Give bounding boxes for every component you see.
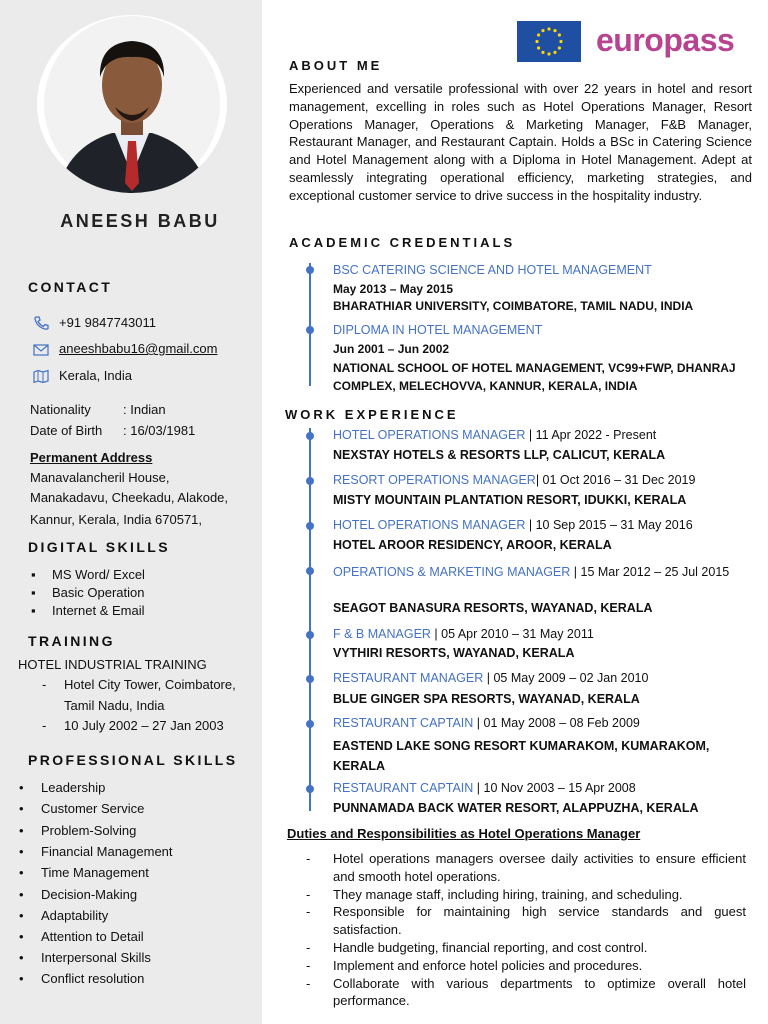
professional-skill-item: Interpersonal Skills — [41, 950, 151, 965]
dob-value: : 16/03/1981 — [123, 423, 196, 438]
email-link[interactable]: aneeshbabu16@gmail.com — [59, 341, 218, 356]
dob-label: Date of Birth — [30, 423, 103, 438]
duty-item — [306, 957, 746, 975]
dash-icon: - — [306, 886, 311, 902]
contact-heading: CONTACT — [28, 279, 113, 295]
digital-skill-item: Basic Operation — [52, 585, 145, 600]
bullet-icon: ▪ — [31, 585, 36, 600]
professional-skill-item: Adaptability — [41, 908, 109, 923]
professional-skill-item: Decision-Making — [41, 887, 138, 902]
duty-text: Collaborate with various departments to optimize overall hotel performance. — [333, 975, 746, 1009]
training-item: Hotel City Tower, Coimbatore, — [64, 677, 236, 692]
academic-institution: NATIONAL SCHOOL OF HOTEL MANAGEMENT, VC99+FWP, DHANRAJ COMPLEX, MELECHOVVA, KANNUR, KERALA, INDIA — [333, 361, 736, 393]
duty-text: Hotel operations managers oversee daily activities to ensure efficient and smooth hotel operations. — [333, 851, 746, 884]
duty-item — [306, 903, 746, 939]
eu-flag-icon — [517, 21, 581, 67]
about-text: Experienced and versatile professional with over 22 years in hotel and resort management, excelling in roles such as Hotel Operations Manager, Resort Operations Manager, Operations & Marketing Manager, F&B Manager, Restaurant Manager, and Restaurant Captain. Holds a BSc in Catering Science and Hotel Management along with a Diploma in Hotel Management. Adept at seamlessly integrating operational efficiency, marketing strategies, and exceptional customer service to drive success in the hospitality industry. — [289, 81, 752, 203]
timeline-dot — [306, 631, 314, 639]
professional-skill-item: Time Management — [41, 865, 149, 880]
about-heading: ABOUT ME — [289, 58, 383, 73]
job-line — [333, 473, 695, 487]
academic-dates: May 2013 – May 2015 — [333, 282, 454, 296]
nationality-label: Nationality — [30, 402, 91, 417]
training-item: 10 July 2002 – 27 Jan 2003 — [64, 718, 224, 733]
phone-number: +91 9847743011 — [59, 315, 156, 330]
digital-skill-item: MS Word/ Excel — [52, 567, 145, 582]
job-organization: BLUE GINGER SPA RESORTS, WAYANAD, KERALA — [333, 692, 640, 706]
europass-logo-text: europass — [596, 22, 735, 58]
dash-icon: - — [306, 957, 311, 973]
address-line: Kannur, Kerala, India 670571, — [30, 512, 203, 527]
job-title: RESTAURANT MANAGER — [333, 671, 484, 685]
job-title: RESORT OPERATIONS MANAGER — [333, 473, 536, 487]
professional-skill-item: Financial Management — [41, 844, 173, 859]
job-line — [333, 428, 656, 442]
job-dates: | 11 Apr 2022 - Present — [525, 428, 657, 442]
bullet-icon: • — [19, 929, 24, 944]
bullet-icon: ▪ — [31, 603, 36, 618]
work-timeline-line — [309, 428, 311, 811]
duties-heading: Duties and Responsibilities as Hotel Operations Manager — [287, 826, 641, 841]
bullet-icon: • — [19, 844, 24, 859]
timeline-dot — [306, 266, 314, 274]
job-title: RESTAURANT CAPTAIN — [333, 781, 474, 795]
duty-text: Responsible for maintaining high service standards and guest satisfaction. — [333, 904, 746, 938]
job-dates: | 15 Mar 2012 – 25 Jul 2015 — [570, 565, 730, 579]
professional-skill-item: Leadership — [41, 780, 106, 795]
job-line — [333, 671, 648, 685]
job-title: OPERATIONS & MARKETING MANAGER — [333, 565, 571, 579]
sidebar — [0, 0, 262, 1024]
duties-list — [306, 850, 746, 1010]
bullet-icon: • — [19, 887, 24, 902]
timeline-dot — [306, 326, 314, 334]
job-organization: PUNNAMADA BACK WATER RESORT, ALAPPUZHA, KERALA — [333, 801, 699, 815]
bullet-icon: ▪ — [31, 567, 36, 582]
job-organization: VYTHIRI RESORTS, WAYANAD, KERALA — [333, 646, 575, 660]
work-heading: WORK EXPERIENCE — [285, 407, 459, 422]
timeline-dot — [306, 477, 314, 485]
training-heading: TRAINING — [28, 633, 115, 649]
duty-item — [306, 850, 746, 886]
dash-icon: - — [42, 677, 47, 692]
nationality-value: : Indian — [123, 402, 166, 417]
job-organization: HOTEL AROOR RESIDENCY, AROOR, KERALA — [333, 538, 612, 552]
bullet-icon: • — [19, 823, 24, 838]
timeline-dot — [306, 785, 314, 793]
digital-skill-item: Internet & Email — [52, 603, 145, 618]
job-organization: SEAGOT BANASURA RESORTS, WAYANAD, KERALA — [333, 601, 653, 615]
email-icon — [33, 343, 49, 362]
timeline-dot — [306, 432, 314, 440]
job-line — [333, 518, 693, 532]
duty-item — [306, 886, 746, 904]
bullet-icon: • — [19, 908, 24, 923]
job-dates: | 05 May 2009 – 02 Jan 2010 — [483, 671, 649, 685]
address-line: Manakadavu, Cheekadu, Alakode, — [30, 490, 229, 505]
job-line — [333, 716, 640, 730]
job-dates: | 10 Nov 2003 – 15 Apr 2008 — [473, 781, 636, 795]
job-dates: | 10 Sep 2015 – 31 May 2016 — [525, 518, 693, 532]
full-name: ANEESH BABU — [60, 211, 220, 231]
job-organization: NEXSTAY HOTELS & RESORTS LLP, CALICUT, KERALA — [333, 448, 666, 462]
duty-item — [306, 975, 746, 1011]
job-dates: | 05 Apr 2010 – 31 May 2011 — [430, 627, 594, 641]
academic-timeline-line — [309, 263, 311, 386]
timeline-dot — [306, 522, 314, 530]
location-text: Kerala, India — [59, 368, 132, 383]
academic-heading: ACADEMIC CREDENTIALS — [289, 235, 516, 250]
dash-icon: - — [306, 904, 311, 920]
academic-title: BSC CATERING SCIENCE AND HOTEL MANAGEMENT — [333, 263, 652, 277]
timeline-dot — [306, 720, 314, 728]
dash-icon: - — [306, 939, 311, 955]
training-title: HOTEL INDUSTRIAL TRAINING — [18, 657, 207, 672]
address-line: Manavalancheril House, — [30, 470, 170, 485]
professional-skills-heading: PROFESSIONAL SKILLS — [28, 752, 238, 768]
professional-skill-item: Conflict resolution — [41, 971, 145, 986]
professional-skill-item: Attention to Detail — [41, 929, 144, 944]
job-organization: EASTEND LAKE SONG RESORT KUMARAKOM, KUMARAKOM, KERALA — [333, 739, 710, 773]
bullet-icon: • — [19, 780, 24, 795]
timeline-dot — [306, 567, 314, 575]
job-dates: | 01 Oct 2016 – 31 Dec 2019 — [535, 473, 696, 487]
address-heading: Permanent Address — [30, 450, 153, 465]
bullet-icon: • — [19, 801, 24, 816]
dash-icon: - — [42, 718, 47, 733]
timeline-dot — [306, 675, 314, 683]
dash-icon: - — [306, 851, 311, 866]
duty-text: They manage staff, including hiring, training, and scheduling. — [333, 886, 683, 902]
duty-item — [306, 939, 746, 957]
academic-institution: BHARATHIAR UNIVERSITY, COIMBATORE, TAMIL NADU, INDIA — [333, 299, 694, 313]
job-title: HOTEL OPERATIONS MANAGER — [333, 428, 526, 442]
professional-skill-item: Problem-Solving — [41, 823, 137, 838]
phone-icon — [33, 316, 49, 335]
job-title: HOTEL OPERATIONS MANAGER — [333, 518, 526, 532]
duty-text: Implement and enforce hotel policies and procedures. — [333, 957, 643, 973]
duty-text: Handle budgeting, financial reporting, and cost control. — [333, 939, 648, 955]
bullet-icon: • — [19, 950, 24, 965]
job-line — [333, 627, 594, 641]
profile-photo — [37, 15, 227, 193]
job-dates: | 01 May 2008 – 08 Feb 2009 — [473, 716, 640, 730]
map-icon — [33, 369, 49, 388]
professional-skill-item: Customer Service — [41, 801, 145, 816]
dash-icon: - — [306, 975, 311, 991]
job-line — [333, 781, 636, 795]
bullet-icon: • — [19, 865, 24, 880]
training-item: Tamil Nadu, India — [64, 698, 165, 713]
digital-skills-heading: DIGITAL SKILLS — [28, 539, 170, 555]
academic-dates: Jun 2001 – Jun 2002 — [333, 342, 450, 356]
bullet-icon: • — [19, 971, 24, 986]
job-line — [333, 563, 748, 582]
job-organization: MISTY MOUNTAIN PLANTATION RESORT, IDUKKI, KERALA — [333, 493, 687, 507]
academic-title: DIPLOMA IN HOTEL MANAGEMENT — [333, 323, 543, 337]
job-title: RESTAURANT CAPTAIN — [333, 716, 474, 730]
job-title: F & B MANAGER — [333, 627, 431, 641]
